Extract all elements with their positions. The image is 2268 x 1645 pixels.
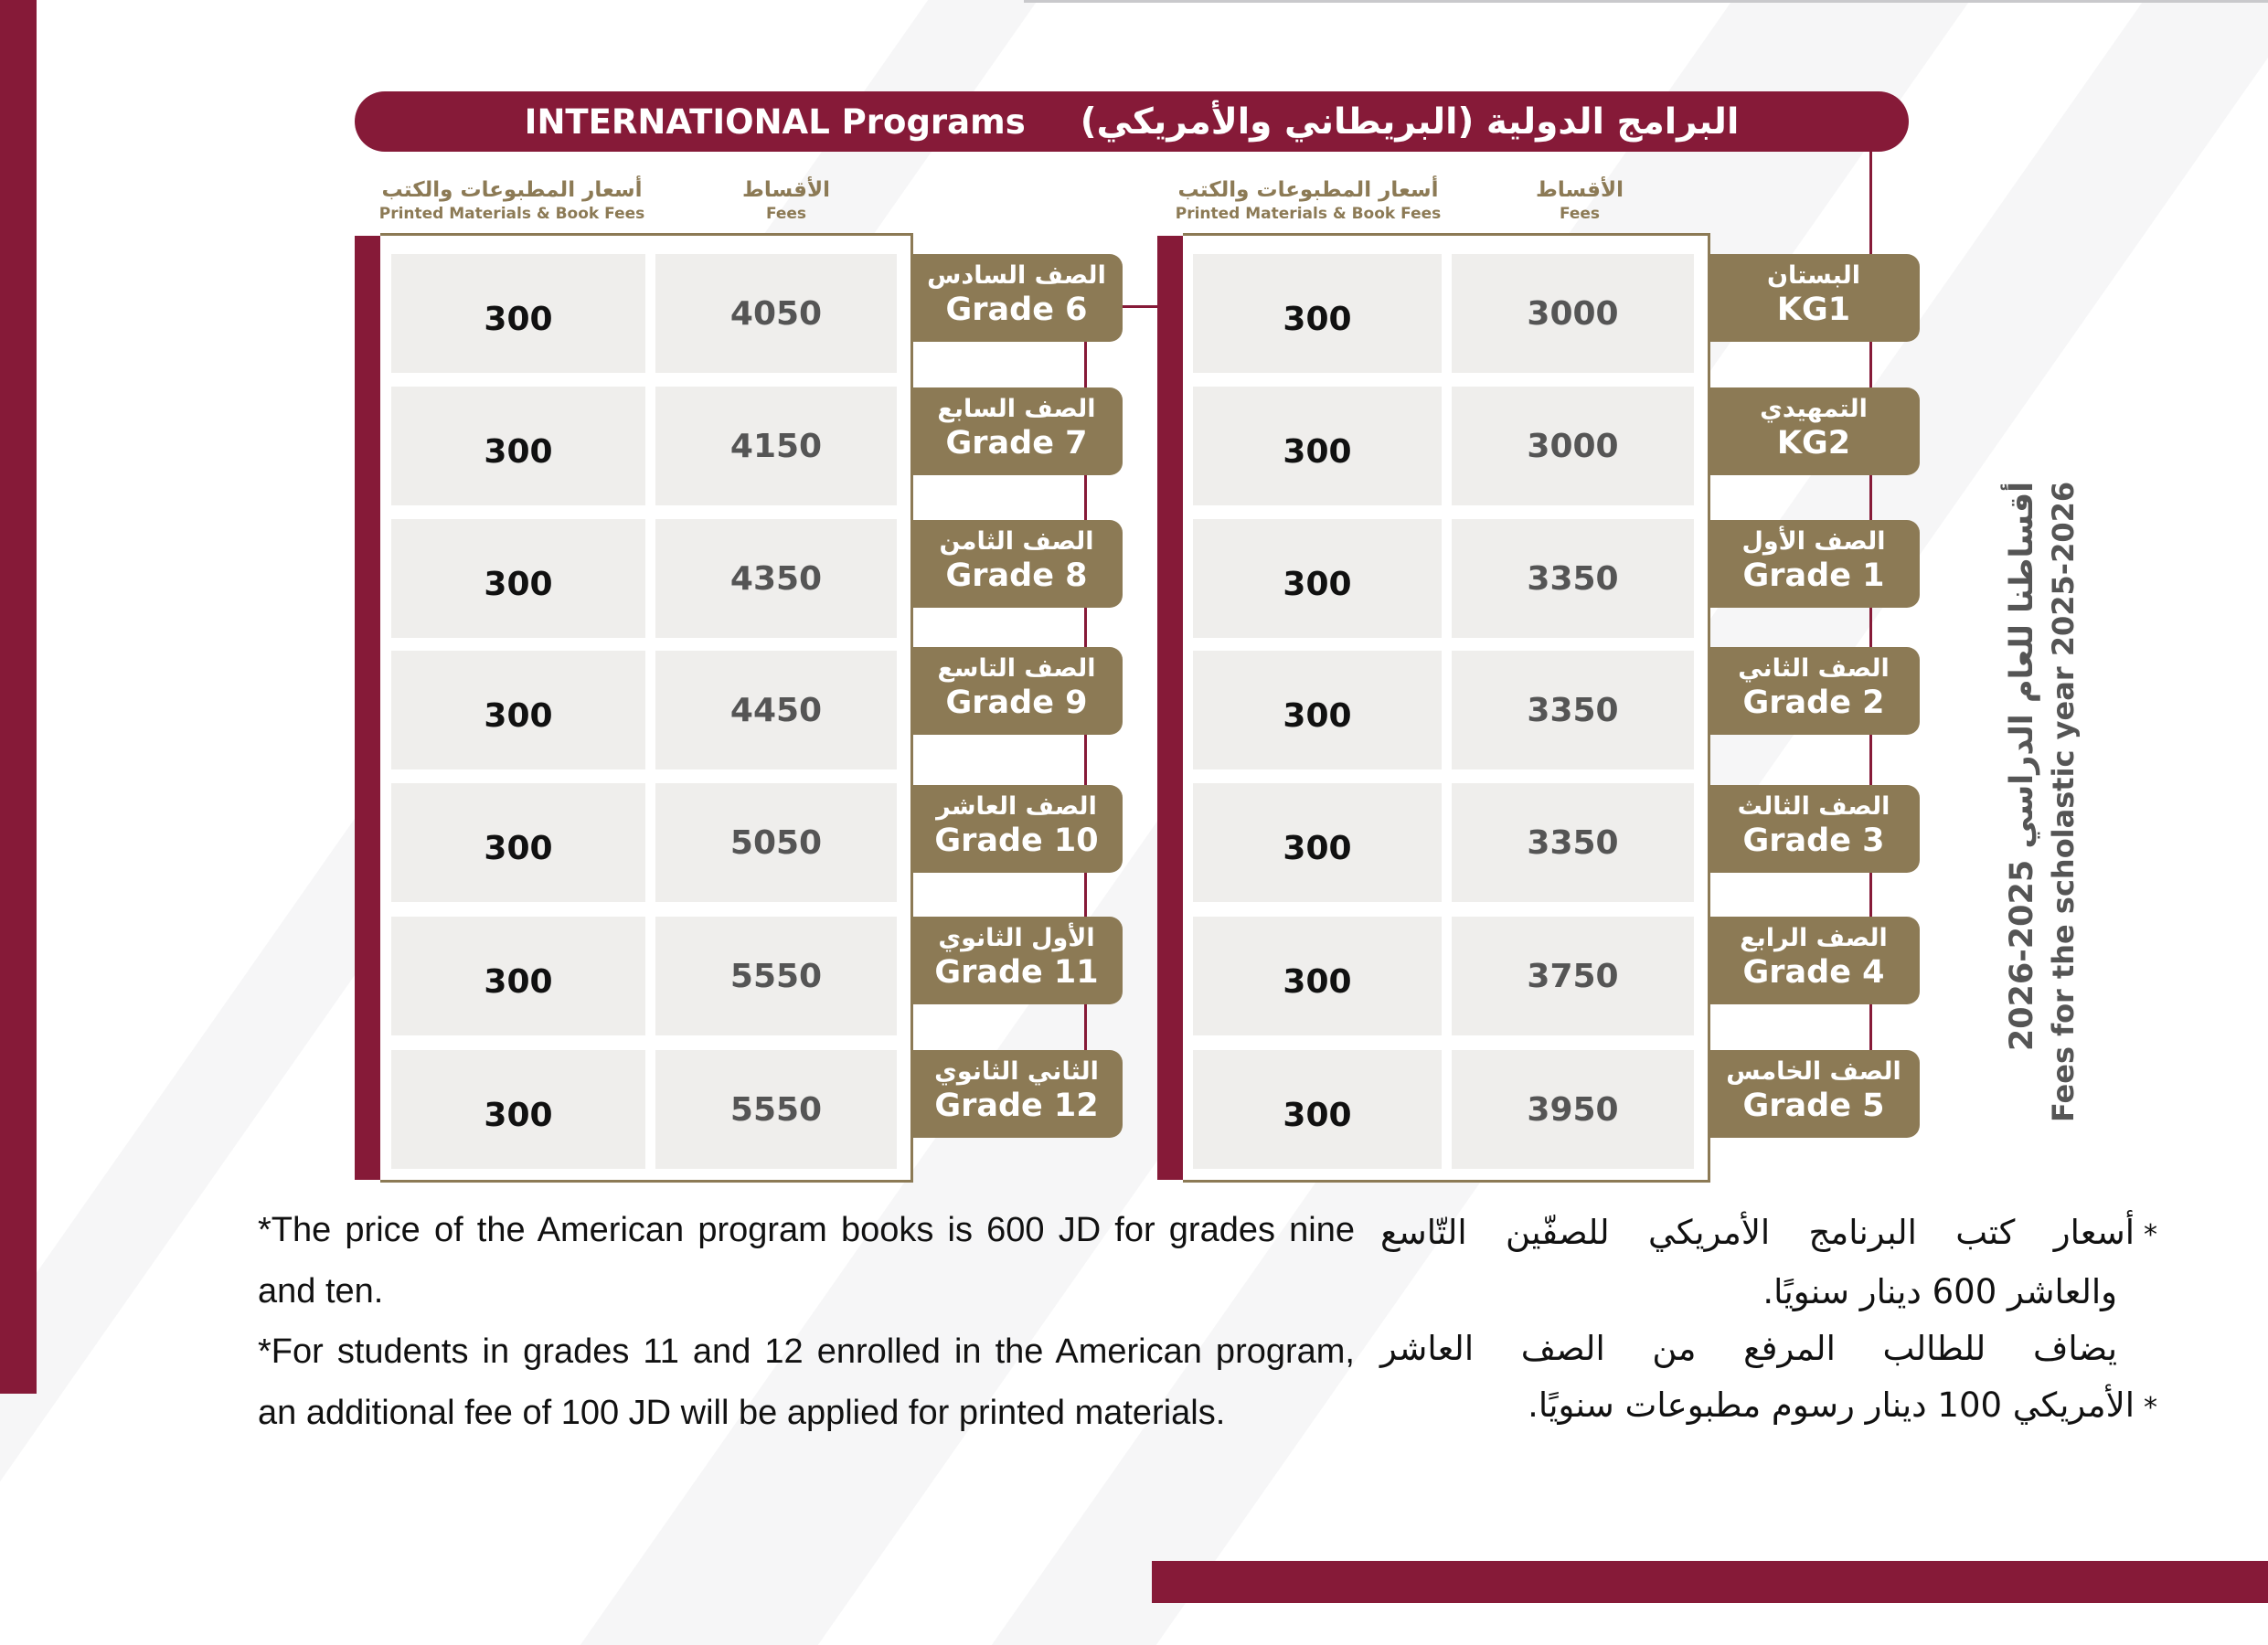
book-fee-cell: 300: [391, 254, 645, 373]
grade-label-en: Grade 7: [945, 425, 1088, 462]
book-fee-cell: 300: [391, 651, 645, 769]
note-ar-line3: يضاف للطالب المرفع من الصف العاشر: [1380, 1329, 2117, 1368]
grade-label: [1708, 647, 1920, 735]
bullet-star: *: [2144, 1219, 2157, 1251]
grade-label-ar: الثاني الثانوي: [934, 1057, 1099, 1086]
arabic-notes: [1380, 1205, 2157, 1437]
grade-label: [1708, 520, 1920, 608]
fees-header-en: Fees: [1559, 205, 1601, 223]
grade-label-ar: الصف السابع: [937, 395, 1096, 423]
note-printed-materials: *For students in grades 11 and 12 enrolled in the American program, an additional fee of 100 JD will be applied for printed materials.: [258, 1332, 1355, 1432]
book-fee-cell: 300: [1193, 519, 1442, 638]
grade-label: [910, 387, 1123, 475]
tuition-fee-cell: 3750: [1452, 917, 1694, 1035]
grade-label-ar: البستان: [1766, 261, 1861, 290]
tuition-fee-cell: 4350: [655, 519, 897, 638]
grade-label-en: Grade 3: [1742, 822, 1885, 859]
tuition-fee-cell: 3950: [1452, 1050, 1694, 1169]
tuition-fee-cell: 5050: [655, 783, 897, 902]
grade-label-ar: التمهيدي: [1760, 395, 1868, 423]
grade-label: [1708, 254, 1920, 342]
grade-label-ar: الصف السادس: [927, 261, 1106, 290]
grade-label-en: Grade 11: [934, 954, 1099, 991]
book-fee-cell: 300: [1193, 387, 1442, 505]
grade-label-ar: الأول الثانوي: [938, 924, 1095, 952]
book-fee-cell: 300: [391, 387, 645, 505]
book-fee-cell: 300: [1193, 254, 1442, 373]
books-column-header: [361, 176, 663, 224]
fees-header-ar: الأقساط: [1536, 178, 1624, 202]
bottom-accent-bar: [1152, 1561, 2268, 1603]
tuition-fee-cell: 3350: [1452, 783, 1694, 902]
book-fee-cell: 300: [1193, 651, 1442, 769]
tuition-fee-cell: 3350: [1452, 651, 1694, 769]
grade-label-ar: الصف الثاني: [1738, 654, 1890, 683]
grade-label-ar: الصف التاسع: [937, 654, 1096, 683]
grade-label: [1708, 387, 1920, 475]
grade-label-ar: الصف العاشر: [936, 792, 1097, 821]
grade-label-en: KG1: [1776, 292, 1851, 328]
grade-label: [910, 917, 1123, 1004]
tuition-fee-cell: 5550: [655, 917, 897, 1035]
scholastic-year-title: [2000, 482, 2082, 1122]
side-title-ar: أقساطنا للعام الدراسي 2025-2026: [2004, 481, 2040, 1052]
book-fee-cell: 300: [1193, 783, 1442, 902]
book-fee-cell: 300: [1193, 1050, 1442, 1169]
grade-label-en: Grade 10: [934, 822, 1099, 859]
grade-label-en: Grade 12: [934, 1088, 1099, 1124]
left-accent-bar: [0, 0, 37, 1394]
grade-label-ar: الصف الأول: [1741, 527, 1886, 556]
title-arabic: البرامج الدولية (البريطاني والأمريكي): [1080, 101, 1740, 143]
side-title-en: Fees for the scholastic year 2025-2026: [2046, 481, 2081, 1122]
books-header-ar: أسعار المطبوعات والكتب: [1177, 178, 1439, 202]
book-fee-cell: 300: [391, 783, 645, 902]
books-header-en: Printed Materials & Book Fees: [378, 205, 645, 223]
books-column-header: [1157, 176, 1459, 224]
grade-label-en: KG2: [1776, 425, 1851, 462]
note-american-books: *The price of the American program books is 600 JD for grades nine and ten.: [258, 1211, 1355, 1311]
grade-label-ar: الصف الرابع: [1740, 924, 1888, 952]
note-ar-line4: الأمريكي 100 دينار رسوم مطبوعات سنويًا.: [1528, 1385, 2135, 1425]
grade-label: [910, 785, 1123, 873]
grade-label: [910, 254, 1123, 342]
fees-header-en: Fees: [765, 205, 807, 223]
grade-label: [910, 647, 1123, 735]
tuition-fee-cell: 5550: [655, 1050, 897, 1169]
tuition-fee-cell: 3350: [1452, 519, 1694, 638]
grade-label-en: Grade 8: [945, 557, 1088, 594]
top-rule: [1024, 0, 2268, 3]
tuition-fee-cell: 3000: [1452, 387, 1694, 505]
note-ar-line1: أسعار كتب البرنامج الأمريكي للصفّين التّاسع: [1380, 1213, 2135, 1252]
book-fee-cell: 300: [391, 1050, 645, 1169]
fees-header-ar: الأقساط: [742, 178, 830, 202]
fees-column-header: [695, 176, 878, 224]
book-fee-cell: 300: [1193, 917, 1442, 1035]
bullet-star: *: [2144, 1392, 2157, 1424]
grade-label-ar: الصف الثامن: [939, 527, 1094, 556]
tuition-fee-cell: 3000: [1452, 254, 1694, 373]
tuition-fee-cell: 4150: [655, 387, 897, 505]
grade-label: [1708, 917, 1920, 1004]
english-notes: [258, 1200, 1355, 1443]
grade-label-ar: الصف الخامس: [1726, 1057, 1901, 1086]
books-header-en: Printed Materials & Book Fees: [1175, 205, 1442, 223]
page-title-bar: [355, 91, 1909, 152]
grade-label-en: Grade 1: [1742, 557, 1885, 594]
book-fee-cell: 300: [391, 917, 645, 1035]
grade-label: [1708, 1050, 1920, 1138]
grade-label-en: Grade 4: [1742, 954, 1885, 991]
grade-label-en: Grade 2: [1742, 685, 1885, 721]
grade-label: [1708, 785, 1920, 873]
tuition-fee-cell: 4050: [655, 254, 897, 373]
tuition-fee-cell: 4450: [655, 651, 897, 769]
grade-label-en: Grade 9: [945, 685, 1088, 721]
grade-label-ar: الصف الثالث: [1737, 792, 1890, 821]
right-table-edge: [1157, 236, 1183, 1180]
grade-label-en: Grade 5: [1742, 1088, 1885, 1124]
grade-label-en: Grade 6: [945, 292, 1088, 328]
grade-label: [910, 520, 1123, 608]
grade-label: [910, 1050, 1123, 1138]
note-ar-line2: والعاشر 600 دينار سنويًا.: [1762, 1272, 2117, 1311]
fees-column-header: [1488, 176, 1671, 224]
books-header-ar: أسعار المطبوعات والكتب: [381, 178, 643, 202]
left-table-edge: [355, 236, 380, 1180]
book-fee-cell: 300: [391, 519, 645, 638]
title-english: INTERNATIONAL Programs: [524, 101, 1026, 142]
